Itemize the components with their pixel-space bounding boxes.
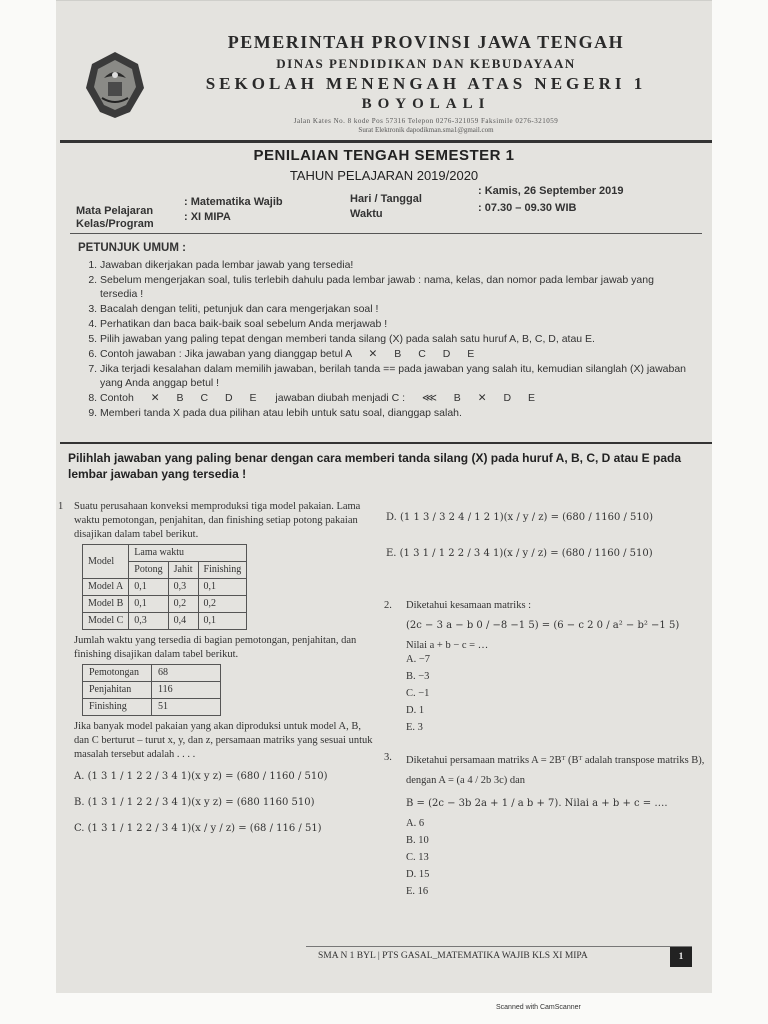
header-line4: BOYOLALI xyxy=(361,96,491,112)
example-option: D xyxy=(224,392,233,404)
answer-option: D. 15 xyxy=(406,869,430,880)
question-text: Suatu perusahaan konveksi memproduksi tiga model pakaian. Lama waktu pemotongan, penjahitan, dan finishing setiap potong pakaian disajikan dalam tabel berikut. xyxy=(74,501,361,540)
table-row xyxy=(83,682,221,699)
example-option: ✕ xyxy=(477,392,487,404)
answer-option: A. 6 xyxy=(406,818,425,829)
page-footer xyxy=(306,946,692,969)
day-value: : Kamis, 26 September 2019 xyxy=(478,185,624,197)
province-emblem-icon xyxy=(78,48,152,120)
header-divider xyxy=(60,140,712,143)
header-line1: PEMERINTAH PROVINSI JAWA TENGAH xyxy=(227,32,625,52)
table-cell: 51 xyxy=(152,699,221,716)
day-label: Hari / Tanggal xyxy=(350,193,422,205)
header-line3: SEKOLAH MENENGAH ATAS NEGERI 1 xyxy=(205,74,647,93)
meta-divider xyxy=(70,233,702,234)
question-number: 2. xyxy=(384,600,392,611)
table-cell: 0,2 xyxy=(168,596,198,613)
instruction-item xyxy=(100,347,688,361)
example-options xyxy=(408,392,535,404)
instruction-item xyxy=(100,391,688,405)
answer-option: D. 1 xyxy=(406,705,425,716)
example-option: E xyxy=(527,392,535,404)
answer-option-d: D. (1 1 3 / 3 2 4 / 1 2 1)(x / y / z) = (680 / 1160 / 510) xyxy=(386,512,654,523)
table-row xyxy=(83,596,247,613)
table-row xyxy=(83,579,247,596)
table-cell: 0,1 xyxy=(129,596,168,613)
page-number: 1 xyxy=(670,947,692,967)
question-number: 3. xyxy=(384,752,392,763)
instruction-item: 3. Bacalah dengan teliti, petunjuk dan cara mengerjakan soal ! xyxy=(100,302,688,316)
table-cell: 0,1 xyxy=(198,613,247,630)
instruction-example-text: Contoh jawaban : Jika jawaban yang dianggap betul A xyxy=(100,348,352,360)
header-address: Jalan Kates No. 8 kode Pos 57316 Telepon 0276-321059 Faksimile 0276-321059 xyxy=(293,117,559,125)
question-text: Jumlah waktu yang tersedia di bagian pemotongan, penjahitan, dan finishing disajikan dalam tabel berikut. xyxy=(74,635,357,660)
table-row xyxy=(83,665,221,682)
instruction-item: 4. Perhatikan dan baca baik-baik soal sebelum Anda merjawab ! xyxy=(100,317,688,331)
table-cell: Model A xyxy=(83,579,129,596)
table-cell: Model C xyxy=(83,613,129,630)
answer-option: C. −1 xyxy=(406,688,430,699)
table-header: Potong xyxy=(129,562,168,579)
instruction-example-text: Contoh xyxy=(100,392,134,404)
table-cell: Penjahitan xyxy=(83,682,152,699)
question-1 xyxy=(58,500,374,836)
table-cell: 0,4 xyxy=(168,613,198,630)
question-number: 1 xyxy=(58,501,64,512)
table-row xyxy=(83,699,221,716)
example-option: E xyxy=(249,392,257,404)
question-equation: (2c − 3 a − b 0 / −8 −1 5) = (6 − c 2 0 / a² − b² −1 5) xyxy=(406,620,680,631)
example-option: ✕ xyxy=(150,392,160,404)
table-cell: 0,1 xyxy=(198,579,247,596)
example-option: C xyxy=(200,392,209,404)
instruction-item: 2. Sebelum mengerjakan soal, tulis terlebih dahulu pada lembar jawab : nama, kelas, dan nomor pada lembar jawab yang tersedia ! xyxy=(100,273,688,301)
question-text: Diketahui kesamaan matriks : xyxy=(406,600,532,611)
instruction-item: 5. Pilih jawaban yang paling tepat dengan memberi tanda silang (X) pada salah satu huruf A, B, C, D, atau E. xyxy=(100,332,688,346)
example-option: D xyxy=(442,348,451,360)
answer-directive: Pilihlah jawaban yang paling benar dengan cara memberi tanda silang (X) pada huruf A, B, C, D atau E pada lembar jawaban yang tersedia ! xyxy=(68,451,682,481)
table-cell: 116 xyxy=(152,682,221,699)
table-cell: 0,3 xyxy=(129,613,168,630)
question-ask: Nilai a + b − c = … xyxy=(406,640,489,651)
answer-option: A. −7 xyxy=(406,654,431,665)
question-equation: B = (2c − 3b 2a + 1 / a b + 7). Nilai a + b + c = …. xyxy=(406,798,668,809)
answer-option: E. 16 xyxy=(406,886,429,897)
availability-table xyxy=(82,664,221,716)
scanner-watermark: Scanned with CamScanner xyxy=(496,1004,581,1011)
question-3 xyxy=(386,751,706,899)
question-2 xyxy=(386,599,706,735)
header-line2: DINAS PENDIDIKAN DAN KEBUDAYAAN xyxy=(276,56,576,71)
exam-sheet xyxy=(56,0,712,993)
school-header xyxy=(56,0,712,140)
example-options xyxy=(355,348,475,360)
answer-option-b: B. (1 3 1 / 1 2 2 / 3 4 1)(x y z) = (680 1160 510) xyxy=(74,797,315,808)
table-cell: Model B xyxy=(83,596,129,613)
table-header: Jahit xyxy=(168,562,198,579)
time-value: : 07.30 – 09.30 WIB xyxy=(478,202,577,214)
subject-label: Mata Pelajaran xyxy=(76,205,154,217)
exam-year: TAHUN PELAJARAN 2019/2020 xyxy=(289,168,479,183)
table-cell: 0,1 xyxy=(129,579,168,596)
table-cell: 68 xyxy=(152,665,221,682)
instruction-item: 9. Memberi tanda X pada dua pilihan atau lebih untuk satu soal, dianggap salah. xyxy=(100,406,688,420)
instruction-item: 1. Jawaban dikerjakan pada lembar jawab yang tersedia! xyxy=(100,258,688,272)
example-option: ⋘ xyxy=(421,392,437,404)
example-option: B xyxy=(176,392,184,404)
footer-text: SMA N 1 BYL | PTS GASAL_MATEMATIKA WAJIB KLS XI MIPA xyxy=(318,951,588,961)
table-cell: Finishing xyxy=(83,699,152,716)
answer-option: C. 13 xyxy=(406,852,429,863)
answer-option-e: E. (1 3 1 / 1 2 2 / 3 4 1)(x / y / z) = (680 / 1160 / 510) xyxy=(386,548,653,559)
answer-option: E. 3 xyxy=(406,722,423,733)
table-row xyxy=(83,613,247,630)
example-option: D xyxy=(503,392,512,404)
table-cell: 0,3 xyxy=(168,579,198,596)
answer-option: B. 10 xyxy=(406,835,429,846)
example-option: C xyxy=(418,348,426,360)
general-instructions xyxy=(78,242,688,421)
class-label: Kelas/Program xyxy=(76,218,154,230)
exam-title-block xyxy=(56,147,712,183)
header-email: Surat Elektronik dapodikman.sma1@gmail.com xyxy=(358,126,494,134)
answer-option-c: C. (1 3 1 / 1 2 2 / 3 4 1)(x / y / z) = (68 / 116 / 51) xyxy=(74,823,322,834)
answer-option: B. −3 xyxy=(406,671,430,682)
question-text: Jika banyak model pakaian yang akan diproduksi untuk model A, B, dan C berturut – turut x, y, dan z, persamaan matriks yang sesuai untuk masalah tersebut adalah . . . . xyxy=(74,721,373,760)
right-column xyxy=(386,495,706,899)
exam-meta xyxy=(76,185,692,235)
answer-option-a: A. (1 3 1 / 1 2 2 / 3 4 1)(x y z) = (680 / 1160 / 510) xyxy=(74,771,328,782)
time-table xyxy=(82,544,247,630)
section-divider xyxy=(60,442,712,444)
example-option: B xyxy=(453,392,461,404)
table-header: Lama waktu xyxy=(129,545,247,562)
table-cell: 0,2 xyxy=(198,596,247,613)
time-label: Waktu xyxy=(350,208,383,220)
example-options xyxy=(137,392,260,404)
instructions-list xyxy=(78,258,688,420)
example-option: ✕ xyxy=(368,348,378,360)
table-header: Model xyxy=(83,545,129,579)
class-value: : XI MIPA xyxy=(184,211,231,223)
instruction-item: 7. Jika terjadi kesalahan dalam memilih jawaban, berilah tanda == pada jawaban yang salah itu, kemudian silanglah (X) jawaban yang Anda anggap betul ! xyxy=(100,362,688,390)
question-text: Diketahui persamaan matriks A = 2Bᵀ (Bᵀ adalah transpose matriks B), dengan A = (a 4 / 2b 3c) dan xyxy=(406,755,705,786)
instructions-heading: PETUNJUK UMUM : xyxy=(78,242,186,254)
table-cell: Pemotongan xyxy=(83,665,152,682)
example-tail: jawaban diubah menjadi C : xyxy=(275,392,406,404)
table-header: Finishing xyxy=(198,562,247,579)
example-option: B xyxy=(394,348,402,360)
subject-value: : Matematika Wajib xyxy=(184,196,283,208)
header-text xyxy=(166,32,686,134)
exam-title: PENILAIAN TENGAH SEMESTER 1 xyxy=(253,147,515,164)
example-option: E xyxy=(467,348,475,360)
